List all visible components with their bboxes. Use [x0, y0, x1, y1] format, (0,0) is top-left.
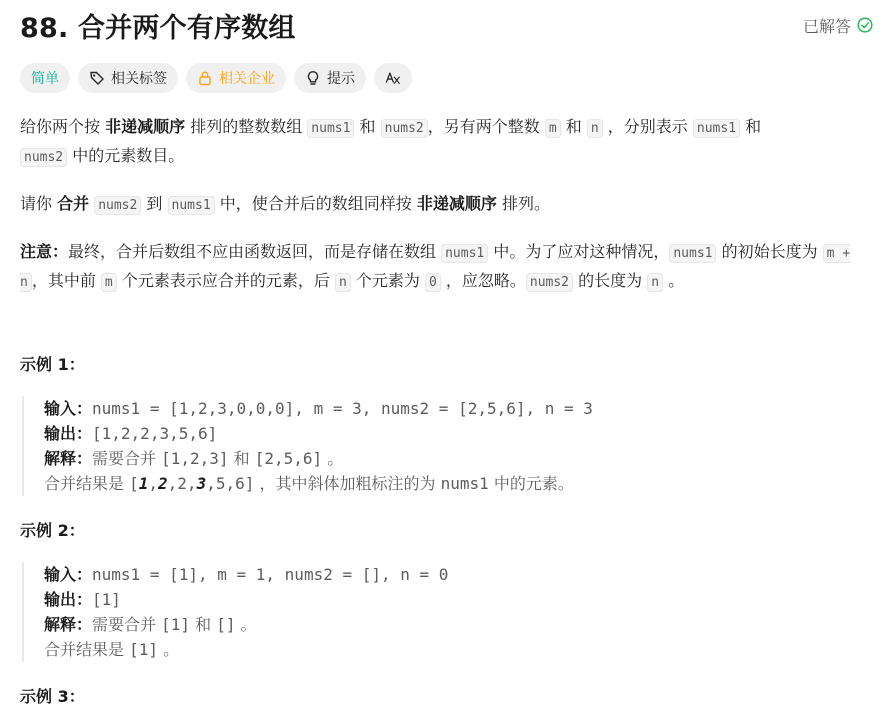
- highlighted-value: 2: [158, 474, 168, 493]
- inline-code: m: [545, 119, 561, 138]
- solved-label: 已解答: [802, 16, 851, 36]
- solved-status: [803, 14, 873, 37]
- text: 个元素为: [350, 271, 425, 290]
- inline-code: nums1: [168, 196, 215, 215]
- text: ,2,: [167, 474, 197, 493]
- text: 和: [354, 117, 381, 136]
- example-input: [44, 562, 744, 587]
- text: 的初始长度为: [716, 242, 823, 261]
- lightbulb-icon: [305, 70, 321, 86]
- text: 和: [560, 117, 587, 136]
- input-label: 输入：: [44, 565, 93, 584]
- example-input: [44, 396, 744, 421]
- hint-label: 提示: [327, 71, 355, 87]
- example-output: [44, 587, 744, 612]
- description-note: [20, 238, 875, 296]
- inline-code: nums1: [307, 119, 354, 138]
- text: 需要合并: [92, 615, 162, 634]
- inline-code: nums2: [94, 196, 141, 215]
- text: 中的元素。: [488, 474, 574, 493]
- example-explanation: [44, 612, 744, 637]
- text: 。: [235, 615, 257, 634]
- text: 。: [663, 271, 685, 290]
- inline-code: nums2: [526, 273, 573, 292]
- lock-icon: [197, 70, 213, 86]
- input-label: 输入：: [44, 399, 93, 418]
- text: 和: [740, 117, 762, 136]
- text: 最终，合并后数组不应由函数返回，而是存储在数组: [68, 242, 442, 261]
- text: 的长度为: [573, 271, 648, 290]
- text: 中的元素数目。: [67, 146, 185, 165]
- text: ,: [148, 474, 159, 493]
- note-label: 注意：: [20, 242, 69, 261]
- text: 中，使合并后的数组同样按: [214, 194, 417, 213]
- text: ,5,6]: [206, 474, 255, 493]
- text: 合并结果是: [44, 474, 130, 493]
- text: 排列的整数数组: [185, 117, 308, 136]
- example-output: [44, 421, 744, 446]
- text: 需要合并: [92, 449, 162, 468]
- output-label: 输出：: [44, 590, 93, 609]
- check-circle-icon: [857, 17, 873, 33]
- description-paragraph-2: [20, 190, 875, 219]
- text: 给你两个按: [20, 117, 106, 136]
- text: ，其中前: [31, 271, 101, 290]
- code: nums1: [440, 474, 489, 493]
- text: ，其中斜体加粗标注的为: [254, 474, 441, 493]
- companies-label: 相关企业: [219, 71, 275, 87]
- related-topics-button[interactable]: [78, 63, 178, 93]
- inline-code: nums1: [669, 244, 716, 263]
- example-result: [44, 637, 744, 662]
- text: ，另有两个整数: [427, 117, 545, 136]
- text: 。: [158, 640, 180, 659]
- inline-code: m + n: [20, 246, 851, 290]
- output-value: [1]: [92, 590, 121, 609]
- tag-icon: [89, 70, 105, 86]
- example-1-block: [22, 396, 744, 496]
- example-3-heading: 示例 3：: [20, 687, 85, 706]
- hint-button[interactable]: [294, 63, 366, 93]
- emphasis: 非递减顺序: [105, 117, 186, 136]
- inline-code: m: [101, 273, 117, 292]
- text: [: [129, 474, 139, 493]
- input-value: nums1 = [1,2,3,0,0,0], m = 3, nums2 = [2,5,6], n = 3: [92, 399, 593, 418]
- example-explanation: [44, 446, 744, 471]
- text: 和: [190, 615, 217, 634]
- tag-row: [20, 63, 412, 93]
- text: 中。为了应对这种情况，: [488, 242, 670, 261]
- input-value: nums1 = [1], m = 1, nums2 = [], n = 0: [92, 565, 449, 584]
- code: []: [216, 615, 236, 634]
- example-result: [44, 471, 744, 496]
- related-topics-label: 相关标签: [111, 71, 167, 87]
- example-1-heading: 示例 1：: [20, 355, 85, 374]
- text: 。: [322, 449, 344, 468]
- explanation-label: 解释：: [44, 615, 93, 634]
- difficulty-badge[interactable]: [20, 63, 70, 93]
- problem-title[interactable]: 88. 合并两个有序数组: [20, 12, 296, 44]
- output-label: 输出：: [44, 424, 93, 443]
- text: 个元素表示应合并的元素，后: [116, 271, 335, 290]
- text: ，分别表示: [602, 117, 693, 136]
- text: 合并结果是: [44, 640, 130, 659]
- inline-code: 0: [425, 273, 441, 292]
- code: [2,5,6]: [254, 449, 323, 468]
- text: ，应忽略。: [440, 271, 526, 290]
- emphasis: 合并: [57, 194, 90, 213]
- translate-button[interactable]: [374, 63, 412, 93]
- text: 到: [141, 194, 168, 213]
- description-paragraph-1: [20, 113, 875, 171]
- result-array: [129, 474, 254, 493]
- difficulty-label: 简单: [31, 71, 59, 87]
- inline-code: nums2: [381, 119, 428, 138]
- text: 和: [228, 449, 255, 468]
- problem-description: [20, 113, 875, 315]
- text: 排列。: [496, 194, 550, 213]
- code: [1]: [161, 615, 191, 634]
- example-2-heading: 示例 2：: [20, 521, 85, 540]
- inline-code: nums1: [441, 244, 488, 263]
- emphasis: 非递减顺序: [416, 194, 497, 213]
- highlighted-value: 3: [196, 474, 207, 493]
- explanation-label: 解释：: [44, 449, 93, 468]
- inline-code: n: [587, 119, 603, 138]
- code: [1]: [129, 640, 158, 659]
- code: [1,2,3]: [161, 449, 229, 468]
- text: 请你: [20, 194, 58, 213]
- inline-code: n: [647, 273, 663, 292]
- example-2-block: [22, 562, 744, 662]
- companies-button[interactable]: [186, 63, 286, 93]
- translate-icon: [385, 70, 401, 86]
- problem-header: [20, 6, 873, 44]
- inline-code: n: [335, 273, 351, 292]
- output-value: [1,2,2,3,5,6]: [92, 424, 218, 443]
- highlighted-value: 1: [138, 474, 149, 493]
- inline-code: nums2: [20, 148, 67, 167]
- inline-code: nums1: [693, 119, 740, 138]
